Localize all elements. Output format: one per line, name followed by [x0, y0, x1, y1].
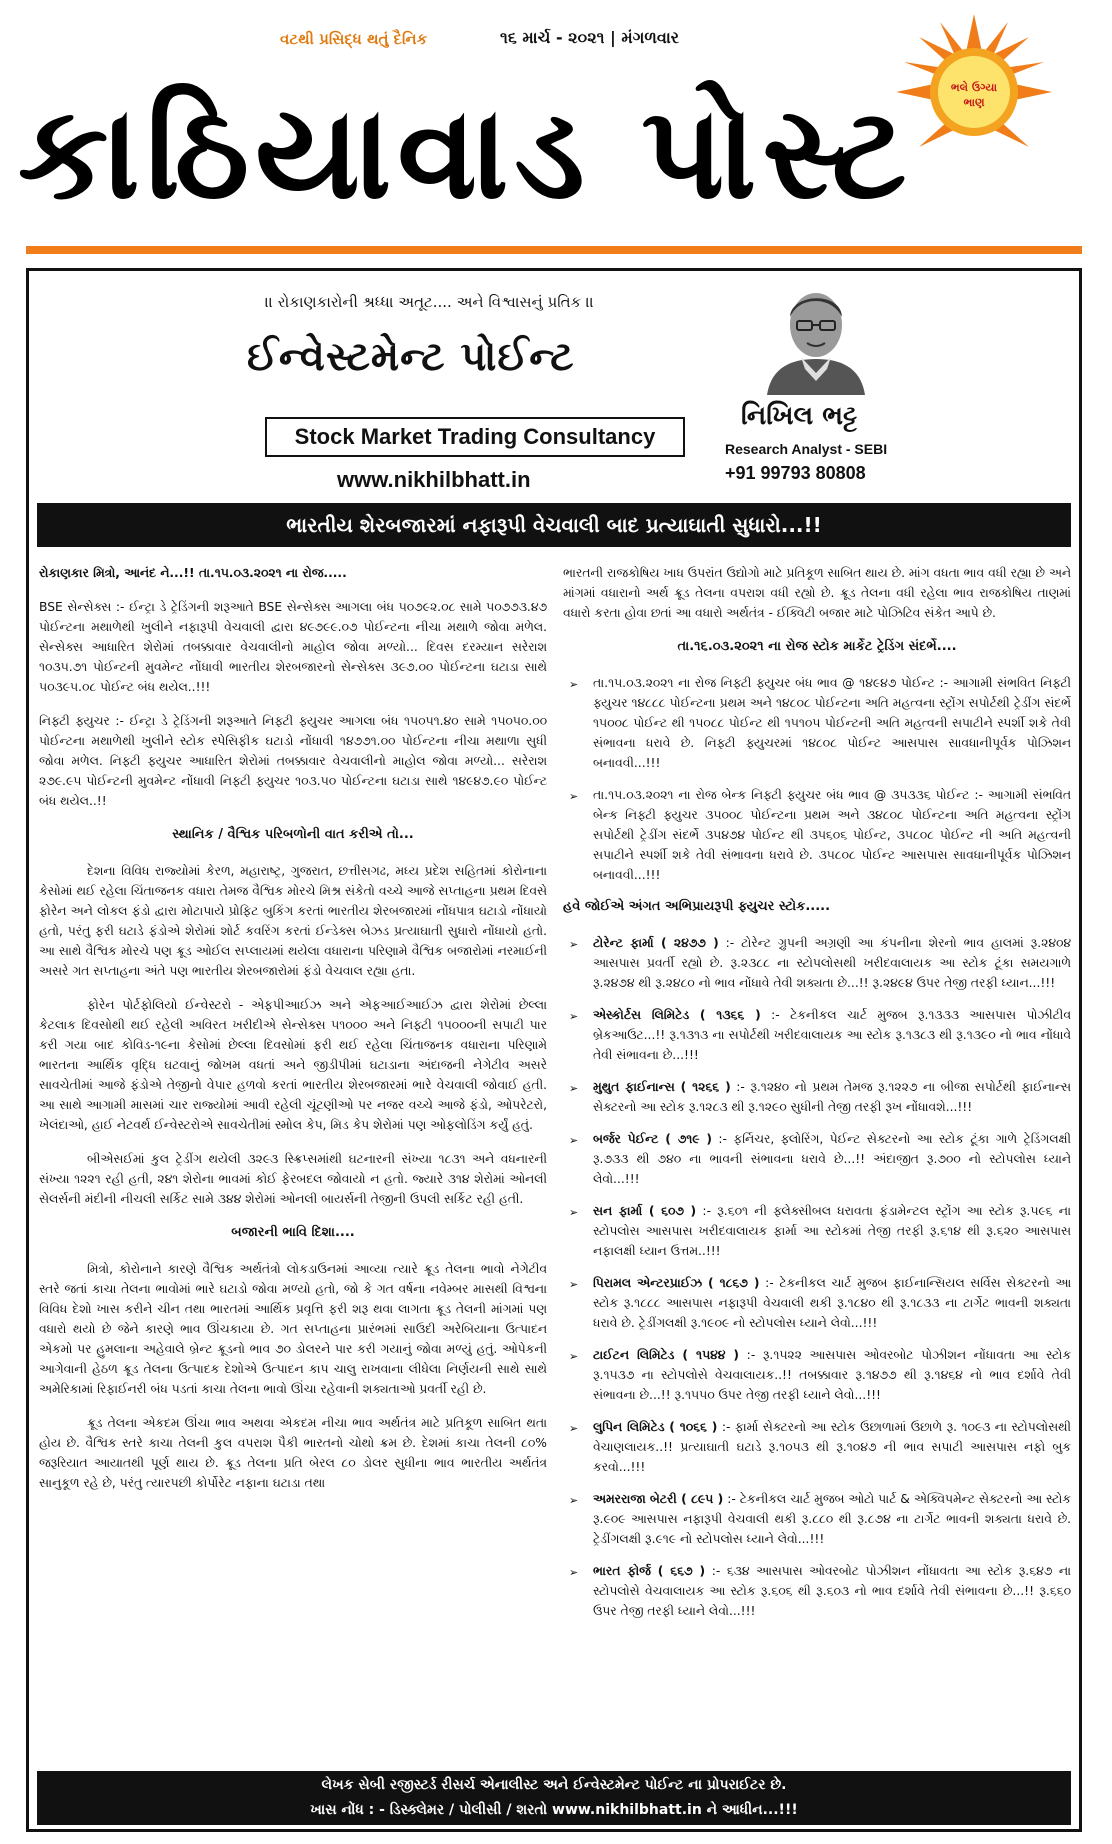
- stock-item: [563, 1417, 1071, 1477]
- masthead-tagline: વટથી પ્રસિદ્ધ થતું દૈનિક: [280, 30, 428, 48]
- ad-consultancy-box: Stock Market Trading Consultancy: [265, 417, 685, 457]
- stock-item: [563, 1129, 1071, 1189]
- stock-name: એસ્કોર્ટસ લિમિટેડ ( ૧૩૬૬ ): [593, 1008, 761, 1022]
- stock-item: [563, 1077, 1071, 1117]
- stock-name: પિરામલ એન્ટરપ્રાઈઝ ( ૧૮૬૭ ): [593, 1276, 760, 1290]
- masthead-divider: [26, 246, 1082, 254]
- local-paragraph-1: દેશના વિવિધ રાજ્યોમાં કેરળ, મહારાષ્ટ્ર, ગુજરાત, છત્તીસગઢ, મધ્ય પ્રદેશ સહિતમાં કોરોનાના કેસોમાં થઈ રહેલા ચિંતાજનક વધારા તેમજ વૈશ્વિક મોરચે મિશ્ર સંકેતો વચ્ચે આજે સપ્તાહના પ્રથમ દિવસે ફોરેન અને લોકલ ફંડો દ્વારા મોટાપાયે પ્રોફિટ બુકિંગ કરતાં ભારતીય શેરબજારમાં નોંધપાત્ર ઘટાડો નોંધાયો હતો, પરંતુ ફરી ઘટાડે ફંડોએ શેરોમાં શોર્ટ કવરિંગ કરતાં ઈન્ડેક્સ બેઝડ પ્રત્યાઘાતી સુધારો નોંધાયો હતો. આ સાથે વૈશ્વિક મોરચે પણ ક્રૂડ ઓઈલ સપ્લાયમાં થયેલા વધારાના પરિણામે વૈશ્વિક બજારોમાં નરમાઈની અસરે ગત સપ્તાહના અંતે પણ ભારતીય શેરબજારોમાં ફંડો વેચવાલ રહ્યા હતા.: [39, 864, 547, 978]
- newspaper-title: કાઠિયાવાડ પોસ્ટ: [18, 78, 913, 228]
- masthead: [0, 0, 1112, 262]
- stock-text: :- ટેકનીકલ ચાર્ટ મુજબ રૂ.૧૩૩૩ આસપાસ પોઝીટીવ બ્રેકઆઉટ...!! રૂ.૧૩૧૩ ના સપોર્ટથી ખરીદવાલાયક આ સ્ટોક રૂ.૧૩૮૩ થી રૂ.૧૩૯૦ નો ભાવ નોંધાવે તેવી સંભાવના છે...!!!: [593, 1008, 1071, 1062]
- stock-text: :- રૂ.૧૫૨૨ આસપાસ ઓવરબોટ પોઝીશન નોંધાવતા આ સ્ટોક રૂ.૧૫૩૭ ના સ્ટોપલોસે વેચવાલાયક..!! તબક્કાવાર રૂ.૧૪૭૭ થી રૂ.૧૪૬૪ નો ભાવ દર્શાવે તેવી સંભાવના છે...!! રૂ.૧૫૫૦ ઉપર તેજી તરફી ધ્યાને લેવો...!!!: [593, 1348, 1071, 1402]
- local-global-subheading: સ્થાનિક / વૈશ્વિક પરિબળોની વાત કરીએ તો...: [172, 827, 414, 842]
- stock-name: મુથુત ફાઈનાન્સ ( ૧૨૬૬ ): [593, 1080, 731, 1094]
- ad-website-link[interactable]: www.nikhilbhatt.in: [337, 467, 531, 492]
- nifty-paragraph: નિફ્ટી ફ્યુચર :- ઈન્ટ્રા ડે ટ્રેડિંગની શરૂઆતે નિફ્ટી ફ્યુચર આગલા બંધ ૧૫૦૫૧.૪૦ સામે ૧૫૦૫૦.૦૦ પોઈન્ટના મથાળેથી ખુલીને સ્ટોક સ્પેસિફીક ઘટાડો નોંધાવી ૧૪૭૭૧.૦૦ પોઈન્ટના નીચા મથાળા સુધી જોવા મળેલ. નિફ્ટી ફ્યુચર આધારિત શેરોમાં તબક્કાવાર વેચવાલીનો માહોલ જોવા મળ્યો... સરેરાશ ૨૭૯.૯૫ પોઈન્ટની મુવમેન્ટ નોંધાવી નિફ્ટી ફ્યુચર ૧૦૩.૫૦ પોઈન્ટના ઘટાડા સાથે ૧૪૯૪૭.૯૦ પોઈન્ટ બંધ થયેલ..!!: [39, 714, 547, 808]
- stock-text: :- ફાર્મા સેક્ટરનો આ સ્ટોક ઉછાળામાં ઉછાળે રૂ. ૧૦૯૩ ના સ્ટોપલોસથી વેચાણલાયક..!! પ્રત્યાઘાતી ઘટાડે રૂ.૧૦૫૩ થી રૂ.૧૦૪૭ ની ભાવ સપાટી આસપાસ નફો બુક કરવો...!!!: [593, 1420, 1071, 1474]
- sun-caption-line1: ભલે ઉગ્યા: [950, 81, 998, 94]
- stock-text: :- રૂ.૧૨૪૦ નો પ્રથમ તેમજ રૂ.૧૨૨૭ ના બીજા સપોર્ટથી ફાઈનાન્સ સેક્ટરનો આ સ્ટોક રૂ.૧૨૮૩ થી રૂ.૧૨૯૦ સુધીની તેજી તરફી રૂખ નોંધાવશે...!!!: [593, 1080, 1071, 1114]
- left-column: [39, 563, 547, 1507]
- bullet-icon: ➢: [569, 678, 579, 691]
- nifty-outlook-text: તા.૧૫.૦૩.૨૦૨૧ ના રોજ નિફ્ટી ફ્યુચર બંધ ભાવ @ ૧૪૯૪૭ પોઈન્ટ :- આગામી સંભવિત નિફ્ટી ફ્યુચર ૧૪૮૮૮ પોઈન્ટના પ્રથમ અને ૧૪૮૦૮ પોઈન્ટના અતિ મહત્વના સ્ટ્રોંગ સપોર્ટથી ટ્રેડીંગ સંદર્ભે ૧૫૦૦૮ પોઈન્ટ થી ૧૫૦૮૮ પોઈન્ટ થી ૧૫૧૦૫ પોઈન્ટની અતિ મહત્વની સપાટીને સ્પર્શી શકે તેવી સંભાવના ધરાવે છે. નિફ્ટી ફ્યુચરમાં ૧૪૮૦૮ પોઈન્ટ આસપાસ સાવધાનીપૂર્વક પોઝિશન બનાવવી...!!!: [593, 676, 1071, 770]
- article-box: [26, 268, 1082, 1832]
- sensex-paragraph: BSE સેન્સેક્સ :- ઈન્ટ્રા ડે ટ્રેડિંગની શરૂઆતે BSE સેન્સેક્સ આગલા બંધ ૫૦૭૯૨.૦૮ સામે ૫૦૭૭૩.૪૭ પોઈન્ટના મથાળેથી ખુલીને નફારૂપી વેચવાલી દ્વારા ૪૯૭૯૯.૦૭ પોઈન્ટના નીચા મથાળે જોવા મળેલ. સેન્સેક્સ આધારિત શેરોમાં તબક્કાવાર વેચવાલીનો માહોલ જોવા મળ્યો... દિવસ દરમ્યાન સરેરાશ ૧૦૩૫.૭૧ પોઈન્ટની મુવમેન્ટ નોંધાવી ભારતીય શેરબજારનો સેન્સેક્સ ૩૯૭.૦૦ પોઈન્ટના ઘટાડા સાથે ૫૦૩૯૫.૦૮ પોઈન્ટ બંધ થયેલ..!!!: [39, 600, 547, 694]
- banknifty-outlook-text: તા.૧૫.૦૩.૨૦૨૧ ના રોજ બેન્ક નિફ્ટી ફ્યુચર બંધ ભાવ @ ૩૫૩૩૬ પોઈન્ટ :- આગામી સંભવિત બેન્ક નિફ્ટી ફ્યુચર ૩૫૦૦૮ પોઈન્ટના પ્રથમ અને ૩૪૮૦૮ પોઈન્ટના અતિ મહત્વના સ્ટ્રોંગ સપોર્ટથી ટ્રેડીંગ સંદર્ભે ૩૫૪૭૪ પોઈન્ટ થી ૩૫૬૦૬ પોઈન્ટ, ૩૫૮૦૮ પોઈન્ટ ની અતિ મહત્વની સપાટીને સ્પર્શી શકે તેવી સંભાવના ધરાવે છે. ૩૫૮૦૮ પોઈન્ટ આસપાસ સાવધાનીપૂર્વક પોઝિશન બનાવવી...!!!: [593, 788, 1071, 882]
- author-phone: +91 99793 80808: [725, 463, 866, 483]
- trading-subheading: તા.૧૬.૦૩.૨૦૨૧ ના રોજ સ્ટોક માર્કેટ ટ્રેડિંગ સંદર્ભે....: [677, 639, 957, 654]
- local-paragraph-2: ફોરેન પોર્ટફોલિયો ઈન્વેસ્ટરો - એફપીઆઈઝ અને એફઆઈઆઈઝ દ્વારા શેરોમાં છેલ્લા કેટલાક દિવસોથી થઈ રહેલી અવિરત ખરીદીએ સેન્સેક્સ ૫૧૦૦૦ અને નિફ્ટી ૧૫૦૦૦ની સપાટી પાર કરી ગયા બાદ કોવિડ-૧૯ના કેસોમાં છેલ્લા દિવસોમાં ફરી થઈ રહેલા ચિંતાજનક વધારાના પરિણામે ભારતના આર્થિક વૃદ્ધિ ઘટવાનું જોખમ વધતાં અને જીડીપીમાં ઘટાડાના અંદાજની નેગેટીવ અસરે સાવચેતીમાં આજે ફંડોએ તેજીનો વેપાર હળવો કરતાં ભારતીય શેરબજારમાં ભારે વેચવાલી જોવાઈ હતી. આ સાથે આગામી માસમાં ચાર રાજ્યોમાં આવી રહેલી ચૂંટણીઓ પર નજર વચ્ચે આજે ફંડો, ઓપરેટરો, ખેલંદાઓ, હાઈ નેટવર્થ ઈન્વેસ્ટરોએ સાવચેતીમાં સ્મોલ કેપ, મિડ કેપ શેરોમાં પણ ઓફલોડિંગ કર્યું હતું.: [39, 998, 547, 1132]
- stock-item: [563, 1489, 1071, 1549]
- bullet-icon: ➢: [569, 1082, 579, 1095]
- future-stocks-subheading: હવે જોઈએ અંગત અભિપ્રાયરૂપી ફ્યુચર સ્ટોક.....: [563, 899, 831, 914]
- author-photo: [757, 277, 875, 395]
- bullet-icon: ➢: [569, 938, 579, 951]
- direction-paragraph-1: મિત્રો, કોરોનાને કારણે વૈશ્વિક અર્થતંત્રો લોકડાઉનમાં આવ્યા ત્યારે ક્રૂડ તેલના ભાવો નેગેટીવ સ્તરે જતાં કાચા તેલના ભાવોમાં ભારે ઘટાડો જોવા મળ્યો હતો, જો કે ગત વર્ષના નવેમ્બર માસથી વિશ્વના વિવિધ દેશો ખાસ કરીને ચીન તથા ભારતમાં આર્થિક પ્રવૃત્તિ ફરી શરૂ થવા લાગતા ક્રૂડ તેલની માંગમાં પણ વધારો થયો છે જેને કારણે ભાવ ઊંચકાયા છે. ગત સપ્તાહના પ્રારંભમાં સાઉદી અરેબિયાના ઉત્પાદન એકમો પર હુમલાના અહેવાલે બ્રેન્ટ ક્રૂડનો ભાવ ૭૦ ડોલરને પાર કરી ગયાનું જોવા મળ્યું હતું. ઓપેકની આગેવાની હેઠળ ક્રૂડ તેલના ઉત્પાદક દેશોએ ઉત્પાદન કાપ ચાલુ રાખવાના લીધેલા નિર્ણયની સાથે સાથે અમેરિકામાં રિફાઈનરી બંધ પડતાં કાચા તેલના ભાવો ઊંચા રહેવાની શક્યતાઓ પ્રવર્તી રહી છે.: [39, 1262, 547, 1396]
- stock-text: :- ફર્નિચર, ફ્લોરિંગ, પેઈન્ટ સેક્ટરનો આ સ્ટોક ટૂંકા ગાળે ટ્રેડિંગલક્ષી રૂ.૭૩૩ થી ૭૪૦ ના ભાવની સંભાવના ધરાવે છે...!! અંદાજીત રૂ.૭૦૦ નો સ્ટોપલોસ ધ્યાને લેવો...!!!: [593, 1132, 1071, 1186]
- stock-item: [563, 1273, 1071, 1333]
- bullet-icon: ➢: [569, 1494, 579, 1507]
- masthead-dateline: ૧૬ માર્ચ - ૨૦૨૧ | મંગળવાર: [500, 28, 680, 47]
- ad-motto: ।। રોકાણકારોની શ્રધ્ધા અતૂટ.... અને વિશ્વાસનું પ્રતિક ।।: [265, 293, 594, 311]
- bullet-icon: ➢: [569, 790, 579, 803]
- banknifty-outlook-item: [563, 785, 1071, 885]
- bullet-icon: ➢: [569, 1206, 579, 1219]
- stock-item: [563, 1345, 1071, 1405]
- bullet-icon: ➢: [569, 1134, 579, 1147]
- sun-caption-line2: ભાણ: [963, 96, 985, 109]
- stock-text: :- ટેકનીકલ ચાર્ટ મુજબ ફાઈનાન્સિયલ સર્વિસ સેક્ટરનો આ સ્ટોક રૂ.૧૮૮૮ આસપાસ નફારૂપી વેચવાલી થકી રૂ.૧૮૪૦ થી રૂ.૧૮૩૩ ના ટાર્ગેટ ભાવની શક્યતા ધરાવે છે. ટ્રેડીંગલક્ષી રૂ.૧૯૦૯ નો સ્ટોપલોસ ધ્યાને લેવો...!!!: [593, 1276, 1071, 1330]
- market-direction-subheading: બજારની ભાવિ દિશા....: [231, 1225, 355, 1240]
- bullet-icon: ➢: [569, 1350, 579, 1363]
- stock-name: ટોરેન્ટ ફાર્મા ( ૨૪૭૭ ): [593, 936, 719, 950]
- right-column: [563, 563, 1071, 1633]
- stock-item: [563, 1561, 1071, 1621]
- author-role: Research Analyst - SEBI: [725, 441, 888, 457]
- stock-name: લુપિન લિમિટેડ ( ૧૦૬૬ ): [593, 1420, 718, 1434]
- author-disclaimer-bar: [37, 1771, 1071, 1825]
- stock-item: [563, 1201, 1071, 1261]
- stock-item: [563, 1005, 1071, 1065]
- stock-text: :- રૂ.૬૦૧ ની ફ્લેક્સીબલ ધરાવતા ફંડામેન્ટલ સ્ટ્રોંગ આ સ્ટોક રૂ.૫૯૬ ના સ્ટોપલોસ આસપાસ ખરીદવાલાયક ફાર્મા આ સ્ટોકમાં તેજી તરફી રૂ.૬૧૪ થી રૂ.૬૨૦ આસપાસ નફાલક્ષી ધ્યાન ઉત્તમ..!!!: [593, 1204, 1071, 1258]
- ad-brand-name: ઈન્વેસ્ટમેન્ટ પોઈન્ટ: [247, 333, 575, 380]
- stock-name: બર્જર પેઈન્ટ ( ૭૧૯ ): [593, 1132, 712, 1146]
- bullet-icon: ➢: [569, 1422, 579, 1435]
- direction-paragraph-2: ક્રૂડ તેલના એકદમ ઊંચા ભાવ અથવા એકદમ નીચા ભાવ અર્થતંત્ર માટે પ્રતિકૂળ સાબિત થતા હોય છે. વૈશ્વિક સ્તરે કાચા તેલની કુલ વપરાશ પૈકી ભારતનો ચોથો ક્રમ છે. દેશમાં કાચા તેલની ૮૦% જરૂરિયાત આયાતથી પૂર્ણ થાય છે. ક્રૂડ તેલના પ્રતિ બેરલ ૮૦ ડોલર સુધીના ભાવ ભારતીય અર્થતંત્ર સાનુકૂળ રહે છે, પરંતુ ત્યારપછી કોર્પોરેટ નફાના ઘટાડા તથા: [39, 1416, 547, 1490]
- stock-text: :- ૬૩૪ આસપાસ ઓવરબોટ પોઝીશન નોંધાવતા આ સ્ટોક રૂ.૬૪૭ ના સ્ટોપલોસે વેચવાલાયક આ સ્ટોક રૂ.૬૦૬ થી રૂ.૬૦૩ નો ભાવ દર્શાવે તેવી સંભાવના છે...!! રૂ.૬૬૦ ઉપર તેજી તરફી ધ્યાને લેવો...!!!: [593, 1564, 1071, 1618]
- stock-text: :- ટેકનીકલ ચાર્ટ મુજબ ઓટો પાર્ટ & એક્વિપમેન્ટ સેક્ટરનો આ સ્ટોક રૂ.૯૦૯ આસપાસ નફારૂપી વેચવાલી થકી રૂ.૮૮૦ થી રૂ.૮૭૪ ના ટાર્ગેટ ભાવની શક્યતા ધરાવે છે. ટ્રેડીંગલક્ષી રૂ.૯૧૯ નો સ્ટોપલોસ ધ્યાને લેવો...!!!: [593, 1492, 1071, 1546]
- author-name: નિખિલ ભટ્ટ: [741, 401, 858, 431]
- local-paragraph-3: બીએસઈમાં કુલ ટ્રેડીંગ થયેલી ૩૨૯૩ સ્ક્રિપ્સમાંથી ઘટનારની સંખ્યા ૧૮૩૧ અને વધનારની સંખ્યા ૧૨૨૧ રહી હતી, ૨૪૧ શેરોના ભાવમાં કોઈ ફેરબદલ જોવાયો ન હતો. જ્યારે ૩૧૪ શેરોમાં ઓનલી સેલર્સની મંદીની નીચલી સર્કિટ સામે ૩૪૪ શેરોમાં ઓનલી બાયર્સની તેજીની ઉપલી સર્કિટ રહી હતી.: [39, 1152, 547, 1206]
- disclaimer-line-1: લેખક સેબી રજીસ્ટર્ડ રીસર્ચ એનાલીસ્ટ અને ઈન્વેસ્ટમેન્ટ પોઈન્ટ ના પ્રોપરાઈટર છે.: [321, 1777, 787, 1793]
- stock-name: અમરરાજા બેટરી ( ૮૯૫ ): [593, 1492, 724, 1506]
- bullet-icon: ➢: [569, 1566, 579, 1579]
- disclaimer-line-2: ખાસ નોંધ : - ડિસ્ક્લેમર / પોલીસી / શરતો www.nikhilbhatt.in ને આધીન...!!!: [310, 1802, 798, 1818]
- stock-text: :- ટોરેન્ટ ગ્રુપની અગ્રણી આ કંપનીના શેરનો ભાવ હાલમાં રૂ.૨૪૦૪ આસપાસ પ્રવર્તી રહ્યો છે. રૂ.૨૩૮૮ ના સ્ટોપલોસથી ખરીદવાલાયક આ સ્ટોક ટૂંકા સમયગાળે રૂ.૨૪૭૪ થી રૂ.૨૪૮૦ નો ભાવ નોંધાવે તેવી શક્યતા છે...!! રૂ.૨૪૯૪ ઉપર તેજી તરફી ધ્યાન...!!!: [593, 936, 1071, 990]
- article-headline: ભારતીય શેરબજારમાં નફારૂપી વેચવાલી બાદ પ્રત્યાઘાતી સુધારો...!!: [37, 503, 1071, 547]
- continued-paragraph: ભારતની રાજકોષિય ખાધ ઉપરાંત ઉદ્યોગો માટે પ્રતિકૂળ સાબિત થાય છે. માંગ વધતા ભાવ વધી રહ્યા છે અને માંગમાં વધારાનો અર્થ ક્રૂડ તેલના વપરાશ વધી રહ્યો છે. ક્રૂડ તેલના વધી રહેલા ભાવ રાજકોષિય તાણમાં વધારો કરતા હોવા છતાં આ વધારો અર્થતંત્ર - ઈક્વિટી બજાર માટે પોઝિટિવ સંકેત આપે છે.: [563, 566, 1071, 620]
- stock-item: [563, 933, 1071, 993]
- bullet-icon: ➢: [569, 1010, 579, 1023]
- nifty-outlook-item: [563, 673, 1071, 773]
- stock-name: ભારત ફોર્જ ( ૬૬૭ ): [593, 1564, 706, 1578]
- greeting: રોકાણકાર મિત્રો, આનંદ ને...!! તા.૧૫.૦૩.૨૦૨૧ ના રોજ.....: [39, 566, 347, 580]
- bullet-icon: ➢: [569, 1278, 579, 1291]
- stock-name: ટાઈટન લિમિટેડ ( ૧૫૪૪ ): [593, 1348, 740, 1362]
- stock-name: સન ફાર્મા ( ૬૦૭ ): [593, 1204, 697, 1218]
